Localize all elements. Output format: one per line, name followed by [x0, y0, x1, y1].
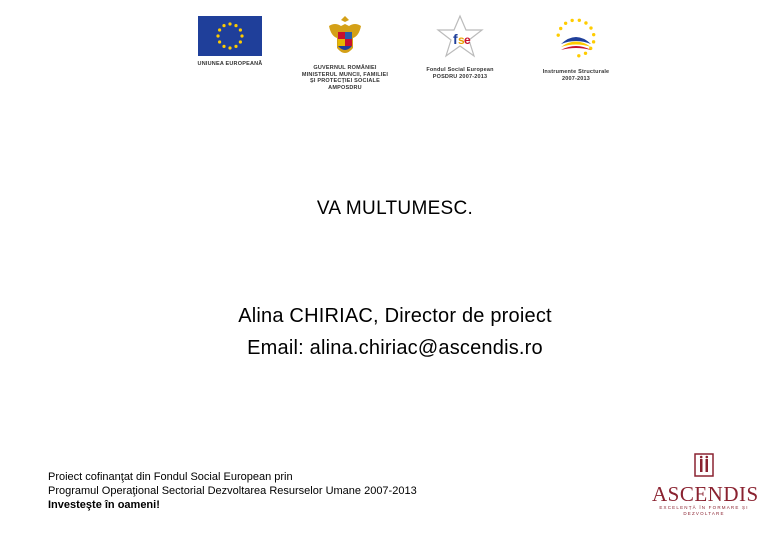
star-mark — [592, 40, 595, 43]
star-mark — [234, 45, 237, 48]
star-mark — [577, 54, 580, 57]
star-mark — [218, 40, 221, 43]
svg-text:f: f — [453, 31, 458, 47]
star-mark — [578, 19, 581, 22]
star-mark — [557, 33, 560, 36]
star-mark — [564, 22, 567, 25]
instrumente-structurale-logo-caption: Instrumente Structurale 2007-2013 — [542, 69, 610, 82]
star-mark — [228, 22, 231, 25]
star-mark — [589, 26, 592, 29]
eu-flag-icon — [198, 16, 262, 56]
svg-text:e: e — [464, 33, 471, 47]
ascendis-wordmark: ASCENDIS — [652, 482, 759, 506]
ascendis-logo — [652, 452, 759, 517]
svg-text:s: s — [458, 33, 465, 47]
star-mark — [218, 28, 221, 31]
star-mark — [559, 27, 562, 30]
footer-slogan: Investeşte în oameni! — [48, 499, 160, 511]
instrumente-structurale-logo — [538, 14, 614, 82]
star-mark — [239, 40, 242, 43]
star-mark — [240, 34, 243, 37]
star-mark — [584, 52, 587, 55]
government-logo-caption: GUVERNUL ROMÂNIEI MINISTERUL MUNCII, FAMILIEI ȘI PROTECȚIEI SOCIALE AMPOSDRU — [301, 65, 389, 91]
fse-star-logo-icon — [434, 14, 486, 62]
contact-name: Alina CHIRIAC, Director de proiect — [238, 305, 552, 327]
star-mark — [216, 34, 219, 37]
star-mark — [222, 24, 225, 27]
star-mark — [234, 24, 237, 27]
star-mark — [228, 46, 231, 49]
ascendis-tagline: EXCELENȚĂ ÎN FORMARE ȘI DEZVOLTARE — [659, 505, 749, 516]
romania-coat-of-arms-icon — [325, 14, 365, 60]
ascendis-emblem-icon — [693, 452, 715, 478]
contact-block — [0, 300, 780, 364]
footer-line-2: Programul Operaţional Sectorial Dezvoltarea Resurselor Umane 2007-2013 — [48, 485, 417, 497]
fse-logo-caption: Fondul Social European POSDRU 2007-2013 — [426, 67, 494, 80]
star-mark — [584, 21, 587, 24]
fse-logo — [420, 14, 500, 80]
star-mark — [222, 45, 225, 48]
eu-logo — [192, 16, 268, 68]
footer-funding-note — [48, 470, 417, 512]
instrumente-structurale-logo-icon — [549, 14, 603, 64]
thank-you-heading: VA MULTUMESC. — [316, 198, 474, 219]
star-mark — [570, 19, 573, 22]
contact-email: Email: alina.chiriac@ascendis.ro — [247, 337, 543, 359]
eu-logo-caption: UNIUNEA EUROPEANĂ — [197, 61, 263, 67]
star-mark — [239, 28, 242, 31]
government-logo — [300, 14, 390, 91]
star-mark — [592, 33, 595, 36]
footer-line-1: Proiect cofinanţat din Fondul Social European prin — [48, 471, 293, 483]
